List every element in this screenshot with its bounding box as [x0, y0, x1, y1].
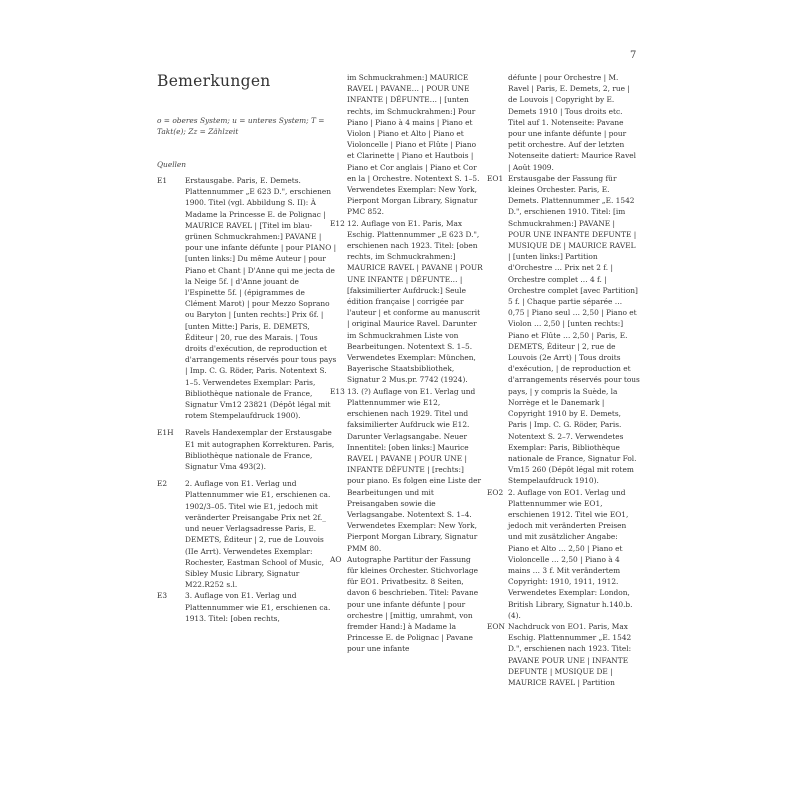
- abbreviation-legend: o = oberes System; u = unteres System; T = Takt(e); Zz = Zählzeit: [157, 116, 325, 137]
- source-description: Autographe Partitur der Fassung für kleines Orchester. Stichvorlage für EO1. Privatbesitz. 8 Seiten, davon 6 beschrieben. Titel: Pavane pour une infante défunte | pour orchestre | [mittig, umrahmt, von fremder Hand:] à Madame la Princesse E. de Polignac | Pavane pour une infante: [347, 554, 479, 654]
- source-siglum: E1H: [157, 428, 174, 438]
- source-siglum: E12: [330, 218, 345, 228]
- source-entry: [157, 590, 337, 624]
- text-column-2: [330, 72, 483, 655]
- source-description: Nachdruck von EO1. Paris, Max Eschig. Plattennummer „E. 1542 D.", erschienen nach 1923. Titel: PAVANE POUR UNE | INFANTE DEFUNTE | MUSIQUE DE | MAURICE RAVEL | Partition: [508, 621, 632, 687]
- text-column-1: [157, 175, 337, 624]
- source-siglum: EON: [487, 621, 505, 631]
- source-description: im Schmuckrahmen:] MAURICE RAVEL | PAVANE… | POUR UNE INFANTE | DÉFUNTE… | [unten rechts, im Schmuckrahmen:] Pour Piano | Piano à 4 mains | Piano et Violon | Piano et Alto | Piano et Violoncelle | Piano et Flûte | Piano et Clarinette | Piano et Hautbois | Piano et Cor anglais | Piano et Cor en la | Orchestre. Notentext S. 1–5. Verwendetes Exemplar: New York, Pierpont Morgan Library, Signatur PMC 852.: [347, 73, 480, 217]
- source-description: Erstausgabe der Fassung für kleines Orchester. Paris, E. Demets. Plattennummer „E. 1542 D.", erschienen 1910. Titel: [im Schmuckrahmen:] PAVANE | POUR UNE INFANTE DEFUNTE | MUSIQUE DE | MAURICE RAVEL | [unten links:] Partition d'Orchestre … Prix net 2 f. | Orchestre complet … 4 f. | Orchestre complet [avec Partition] 5 f. | Chaque partie séparée … 0,75 | Piano seul … 2,50 | Piano et Violon … 2,50 | [unten rechts:] Piano et Flûte … 2,50 | Paris, E. DEMETS, Éditeur | 2, rue de Louvois (2e Arrt) | Tous droits d'exécution, | de reproduction et d'arrangements réservés pour tous pays, | y compris la Suède, la Norrège et le Danemark | Copyright 1910 by E. Demets, Paris | Imp. C. G. Röder, Paris. Notentext S. 2–7. Verwendetes Exemplar: Paris, Bibliothèque nationale de France, Signatur Fol. Vm15 260 (Dépôt légal mit rotem Stempelaufdruck 1910).: [508, 173, 640, 486]
- source-description: Erstausgabe. Paris, E. Demets. Plattennummer „E 623 D.", erschienen 1900. Titel (vgl. Abbildung S. II): À Madame la Princesse E. de Polignac | MAURICE RAVEL | [Titel im blau-grünen Schmuckrahmen:] PAVANE | pour une infante défunte | pour PIANO | [unten links:] Du même Auteur | pour Piano et Chant | D'Anne qui me jecta de la Neige 5f. | d'Anne jouant de l'Espinette 5f. | (épigrammes de Clément Marot) | pour Mezzo Soprano ou Baryton | [unten rechts:] Prix 6f. | [unten Mitte:] Paris, E. DEMETS, Éditeur | 20, rue des Marais. | Tous droits d'exécution, de reproduction et d'arrangements réservés pour tous pays | Imp. C. G. Röder, Paris. Notentext S. 1–5. Verwendetes Exemplar: Paris, Bibliothèque nationale de France, Signatur Vm12 23821 (Dépôt légal mit rotem Stempelaufdruck 1900).: [185, 176, 337, 421]
- source-description: 13. (?) Auflage von E1. Verlag und Plattennummer wie E12, erschienen nach 1929. Titel und faksimilierter Aufdruck wie E12. Darunter Verlagsangabe. Neuer Innentitel: [oben links:] Maurice RAVEL | PAVANE | POUR UNE | INFANTE DÉFUNTE | [rechts:] pour piano. Es folgen eine Liste der Bearbeitungen und mit Preisangaben sowie die Verlagsangabe. Notentext S. 1–4. Verwendetes Exemplar: New York, Pierpont Morgan Library, Signatur PMM 80.: [347, 386, 482, 553]
- source-entry: [487, 72, 640, 173]
- source-entry: [330, 554, 483, 655]
- source-entry: [157, 427, 337, 472]
- source-entry: [330, 72, 483, 218]
- source-siglum: E13: [330, 386, 345, 396]
- source-description: défunte | pour Orchestre | M. Ravel | Paris, E. Demets, 2, rue | de Louvois | Copyright by E. Demets 1910 | Tous droits etc. Titel auf 1. Notenseite: Pavane pour une infante défunte | pour petit orchestre. Auf der letzten Notenseite datiert: Maurice Ravel | Août 1909.: [508, 73, 636, 172]
- source-description: 2. Auflage von E1. Verlag und Plattennummer wie E1, erschienen ca. 1902/3–05. Titel wie E1, jedoch mit veränderter Preisangabe Prix net 2f._ und neuer Verlagsadresse Paris, E. DEMETS, Éditeur | 2, rue de Louvois (IIe Arrt). Verwendetes Exemplar: Rochester, Eastman School of Music, Sibley Music Library, Signatur M22.R252 s.l.: [185, 479, 331, 590]
- source-entry: [487, 173, 640, 487]
- page-number: 7: [630, 50, 637, 61]
- source-entry: [330, 218, 483, 386]
- source-siglum: E1: [157, 176, 168, 185]
- sources-label: Quellen: [157, 160, 187, 169]
- text-column-3: [487, 72, 640, 688]
- source-siglum: AO: [330, 554, 342, 564]
- source-description: Ravels Handexemplar der Erstausgabe E1 mit autographen Korrekturen. Paris, Bibliothèque nationale de France, Signatur Vma 493(2).: [185, 428, 335, 472]
- page-title: Bemerkungen: [157, 72, 271, 90]
- source-siglum: E3: [157, 591, 168, 601]
- source-siglum: EO1: [487, 173, 504, 183]
- source-siglum: EO2: [487, 487, 504, 497]
- source-entry: [157, 478, 337, 590]
- source-entry: [487, 621, 640, 688]
- source-entry: [157, 175, 337, 421]
- source-siglum: E2: [157, 479, 168, 489]
- source-description: 3. Auflage von E1. Verlag und Plattennummer wie E1, erschienen ca. 1913. Titel: [oben rechts,: [185, 591, 331, 623]
- source-description: 12. Auflage von E1. Paris, Max Eschig. Plattennummer „E 623 D.", erschienen nach 1923. Titel: [oben rechts, im Schmuckrahmen:] MAURICE RAVEL | PAVANE | POUR UNE INFANTE | DÉFUNTE… | [faksimilierter Aufdruck:] Seule édition française | corrigée par l'auteur | et conforme au manuscrit | original Maurice Ravel. Darunter im Schmuckrahmen Liste von Bearbeitungen. Notentext S. 1–5. Verwendetes Exemplar: München, Bayerische Staatsbibliothek, Signatur 2 Mus.pr. 7742 (1924).: [347, 218, 483, 385]
- source-entry: [487, 487, 640, 621]
- source-entry: [330, 386, 483, 554]
- source-description: 2. Auflage von EO1. Verlag und Plattennummer wie EO1, erschienen 1912. Titel wie EO1, jedoch mit veränderten Preisen und mit zusätzlicher Angabe: Piano et Alto … 2,50 | Piano et Violoncelle … 2,50 | Piano à 4 mains … 3 f. Mit verändertem Copyright: 1910, 1911, 1912. Verwendetes Exemplar: London, British Library, Signatur h.140.b.(4).: [508, 487, 633, 620]
